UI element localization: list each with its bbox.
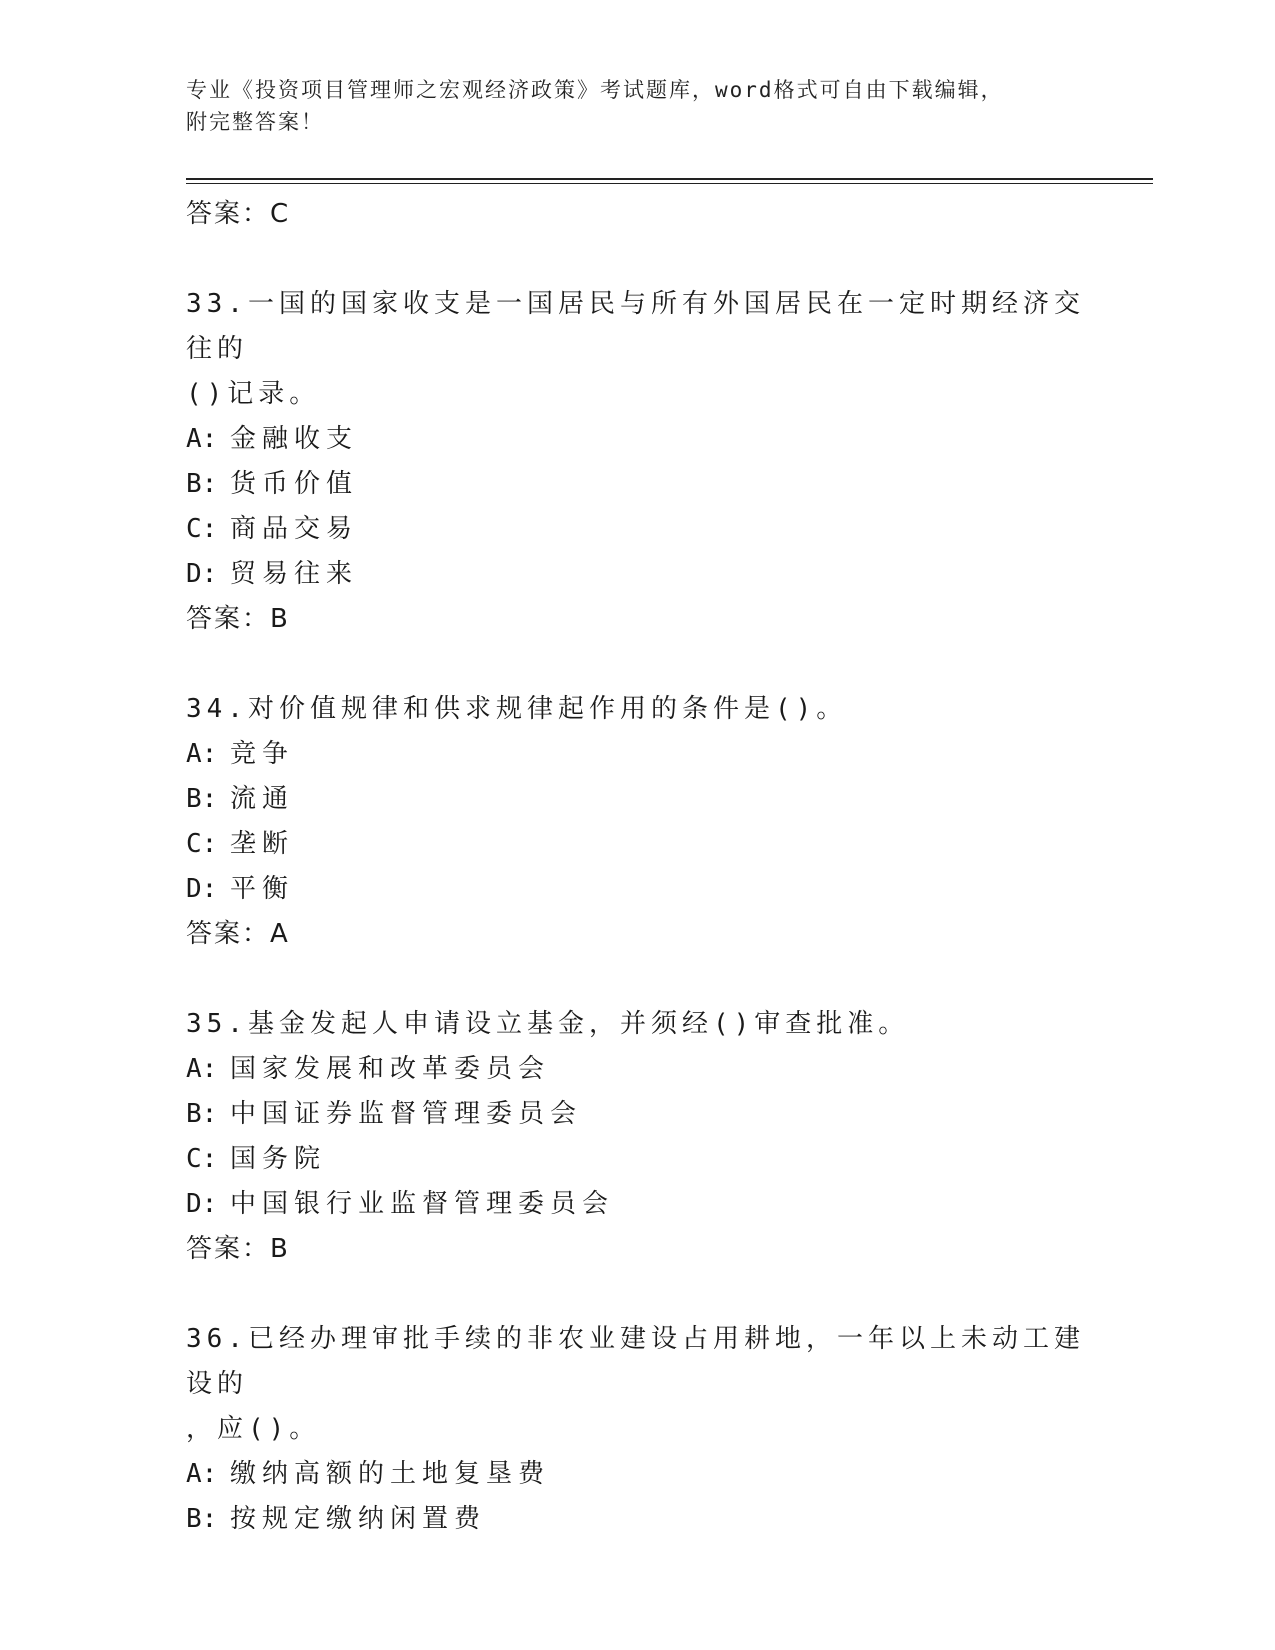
- option-text: 平衡: [230, 874, 295, 904]
- option-text: 竞争: [230, 739, 295, 769]
- question-33: [186, 282, 1086, 642]
- option-b: [186, 1497, 1086, 1542]
- option-text: 国家发展和改革委员会: [230, 1054, 551, 1084]
- option-text: 中国证券监督管理委员会: [230, 1099, 583, 1129]
- option-letter: A:: [186, 1054, 218, 1084]
- question-list: [186, 192, 1086, 1542]
- option-a: [186, 417, 1086, 462]
- option-text: 贸易往来: [230, 559, 359, 589]
- question-stem-line: ，应()。: [186, 1414, 321, 1444]
- option-letter: D:: [186, 1189, 218, 1219]
- header-rule-thick: [186, 178, 1153, 180]
- header-line-2: 附完整答案！: [186, 110, 324, 134]
- option-letter: A:: [186, 424, 218, 454]
- option-text: 国务院: [230, 1144, 327, 1174]
- question-34: [186, 687, 1086, 957]
- question-stem-line: 36.已经办理审批手续的非农业建设占用耕地，一年以上未动工建设的: [186, 1324, 1085, 1399]
- question-stem-line: 34.对价值规律和供求规律起作用的条件是()。: [186, 694, 848, 724]
- option-letter: D:: [186, 559, 218, 589]
- option-letter: C:: [186, 1144, 218, 1174]
- option-text: 商品交易: [230, 514, 359, 544]
- option-a: [186, 1452, 1086, 1497]
- option-c: [186, 822, 1086, 867]
- answer-line: 答案：B: [186, 1234, 290, 1264]
- option-text: 垄断: [230, 829, 295, 859]
- option-a: [186, 1047, 1086, 1092]
- answer-line: 答案：B: [186, 604, 290, 634]
- option-c: [186, 507, 1086, 552]
- option-text: 按规定缴纳闲置费: [230, 1504, 487, 1534]
- question-36: [186, 1317, 1086, 1542]
- option-d: [186, 1182, 1086, 1227]
- option-b: [186, 462, 1086, 507]
- header-rule-thin: [186, 183, 1153, 184]
- question-stem-line: 35.基金发起人申请设立基金，并须经()审查批准。: [186, 1009, 910, 1039]
- option-letter: B:: [186, 469, 218, 499]
- answer-line: 答案：A: [186, 919, 290, 949]
- option-letter: A:: [186, 739, 218, 769]
- option-letter: A:: [186, 1459, 218, 1489]
- question-stem-line: 33.一国的国家收支是一国居民与所有外国居民在一定时期经济交往的: [186, 289, 1085, 364]
- option-d: [186, 552, 1086, 597]
- option-letter: C:: [186, 829, 218, 859]
- option-c: [186, 1137, 1086, 1182]
- option-b: [186, 1092, 1086, 1137]
- question-stem-line: ()记录。: [186, 379, 321, 409]
- option-a: [186, 732, 1086, 777]
- option-letter: C:: [186, 514, 218, 544]
- option-letter: B:: [186, 784, 218, 814]
- option-letter: B:: [186, 1504, 218, 1534]
- option-text: 缴纳高额的土地复垦费: [230, 1459, 551, 1489]
- answer-line: 答案：C: [186, 199, 291, 229]
- option-d: [186, 867, 1086, 912]
- option-text: 中国银行业监督管理委员会: [230, 1189, 615, 1219]
- option-text: 货币价值: [230, 469, 359, 499]
- option-text: 金融收支: [230, 424, 359, 454]
- option-b: [186, 777, 1086, 822]
- option-letter: D:: [186, 874, 218, 904]
- option-text: 流通: [230, 784, 295, 814]
- question-35: [186, 1002, 1086, 1272]
- page-header: [186, 74, 1086, 138]
- option-letter: B:: [186, 1099, 218, 1129]
- header-line-1: 专业《投资项目管理师之宏观经济政策》考试题库，word格式可自由下载编辑，: [186, 78, 1004, 102]
